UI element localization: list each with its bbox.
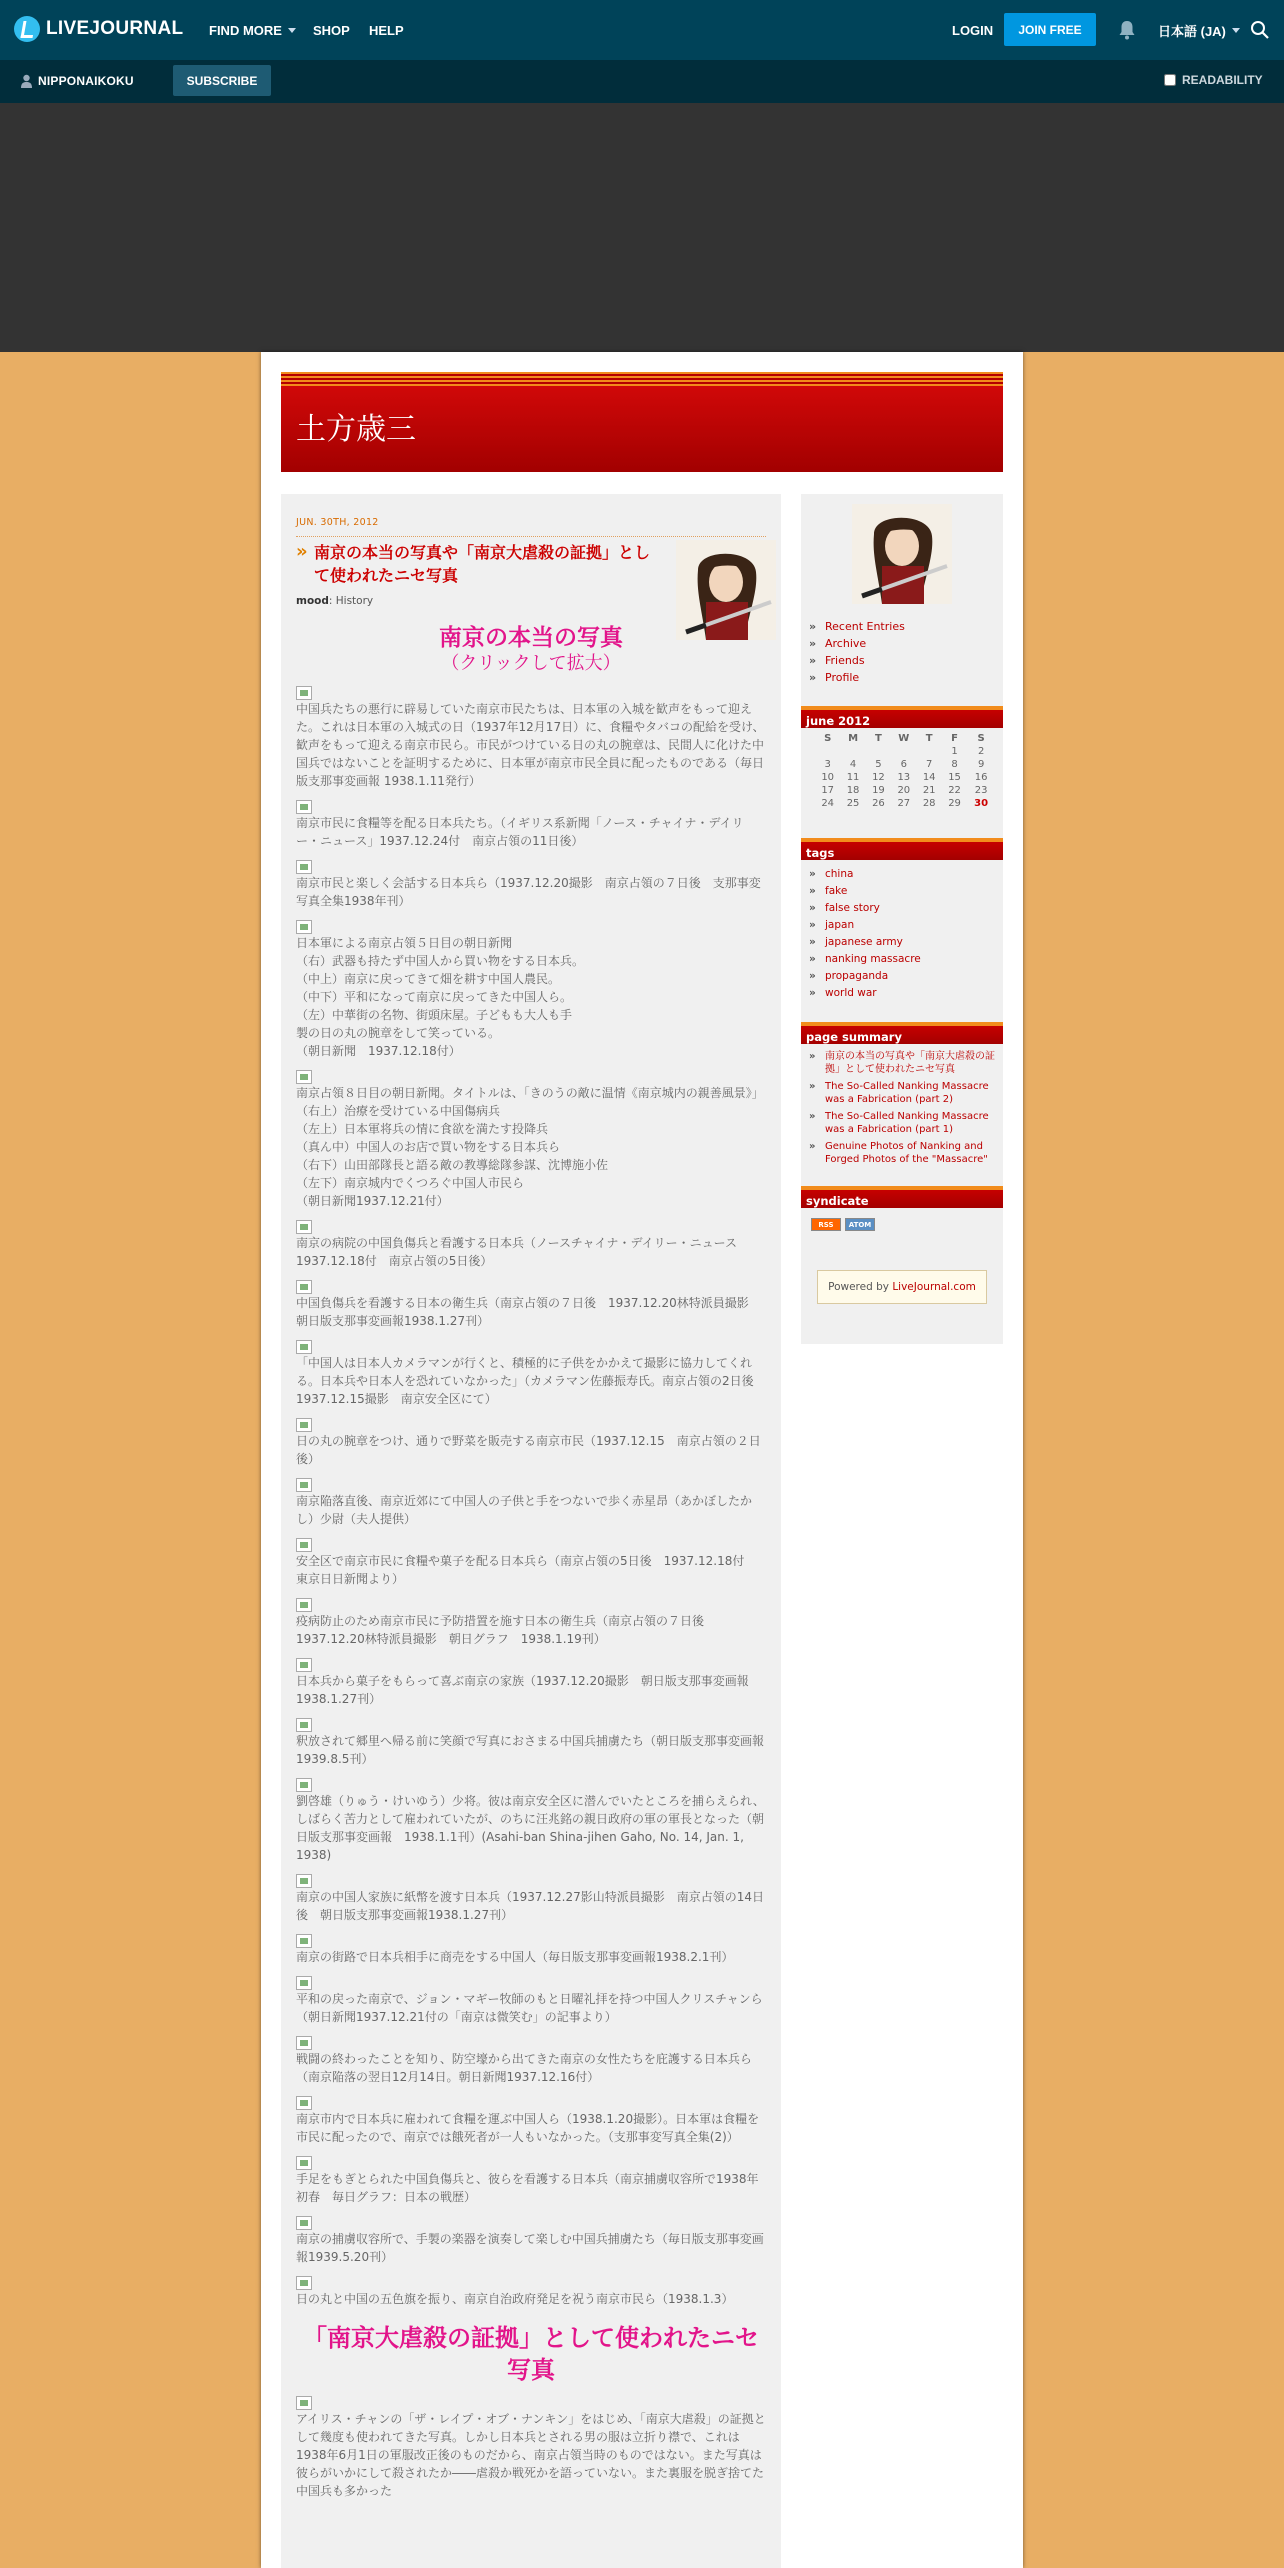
weekday: M <box>848 733 859 744</box>
calendar-day: 25 <box>846 798 860 809</box>
calendar-day: 10 <box>821 772 835 783</box>
calendar-day: 29 <box>948 798 961 809</box>
post-paragraph <box>296 1478 766 1528</box>
join-free-button[interactable]: JOIN FREE <box>1004 13 1096 46</box>
paragraph-text: 日本兵から菓子をもらって喜ぶ南京の家族（1937.12.20撮影 朝日版支那事変画報1938.1.27刊） <box>296 1674 749 1706</box>
paragraph-text: 日の丸と中国の五色旗を振り、南京自治政府発足を祝う南京市民ら（1938.1.3） <box>296 2292 734 2306</box>
raquo-icon: » <box>809 637 817 650</box>
post-paragraph <box>296 2276 766 2308</box>
calendar-week <box>815 771 995 784</box>
broken-image-icon[interactable] <box>296 1418 312 1432</box>
sidebar-link-label: Profile <box>825 671 860 684</box>
paragraph-text: 劉啓雄（りゅう・けいゆう）少将。彼は南京安全区に潜んでいたところを捕らえられ、しばらく苦力として雇われていたが、のちに汪兆銘の親日政府の軍の軍長となった（朝日版支那事変画報 1938.1.1刊）(Asahi-ban Shina-jihen Gaho, No. 14, Jan. 1, 1938) <box>296 1794 765 1862</box>
weekday: T <box>875 733 882 744</box>
sidebar-link-label: Recent Entries <box>825 620 905 633</box>
weekday: T <box>925 733 933 744</box>
weekday: W <box>898 733 910 744</box>
calendar-day <box>917 745 942 758</box>
tag-link[interactable] <box>809 968 921 985</box>
post-paragraph <box>296 1658 766 1708</box>
calendar <box>815 732 995 810</box>
sidebar-link-profile[interactable] <box>809 669 905 686</box>
calendar-day[interactable]: 30 <box>974 798 989 809</box>
section-heading-real-photos: 南京の本当の写真 <box>439 625 623 651</box>
paragraph-text: 南京の街路で日本兵相手に商売をする中国人（毎日版支那事変画報1938.2.1刊） <box>296 1950 734 1964</box>
calendar-days <box>815 745 995 810</box>
tag-label: world war <box>825 987 877 999</box>
tag-link[interactable] <box>809 934 921 951</box>
journal-user-link[interactable] <box>20 74 134 88</box>
paragraph-text: 南京陥落直後、南京近郊にて中国人の子供と手をつないで歩く赤星昂（あかぼしたかし）少尉（夫人提供） <box>296 1494 753 1526</box>
raquo-icon: » <box>809 654 817 667</box>
post-paragraph <box>296 2156 766 2206</box>
post-paragraph <box>296 800 766 850</box>
logo-text: LIVEJOURNAL <box>46 18 184 39</box>
raquo-icon: » <box>809 1081 816 1092</box>
syndicate-header: syndicate <box>801 1186 1003 1208</box>
section-heading-fake-photos: 「南京大虐殺の証拠」として使われたニセ写真 <box>303 2324 759 2384</box>
calendar-day: 17 <box>821 785 835 796</box>
post-paragraph <box>296 1778 766 1864</box>
tag-label: false story <box>825 902 880 914</box>
post-paragraph <box>296 2036 766 2086</box>
broken-image-icon[interactable] <box>296 920 312 934</box>
journal-banner <box>281 372 1003 472</box>
tag-list <box>809 866 921 1002</box>
broken-image-icon[interactable] <box>296 1658 312 1672</box>
atom-feed-button[interactable]: ATOM <box>845 1218 875 1231</box>
post-date[interactable]: JUN. 30TH, 2012 <box>296 514 766 537</box>
calendar-week <box>815 784 995 797</box>
subscribe-button[interactable]: SUBSCRIBE <box>173 65 271 96</box>
raquo-icon: » <box>809 620 817 633</box>
calendar-day <box>840 745 865 758</box>
paragraph-text: 釈放されて郷里へ帰る前に笑顔で写真におさまる中国兵捕虜たち（朝日版支那事変画報 1939.8.5刊） <box>296 1734 777 1766</box>
nav-find-more[interactable] <box>209 0 296 60</box>
weekday: F <box>951 733 958 744</box>
summary-label: The So-Called Nanking Massacre was a Fabrication (part 1) <box>825 1111 989 1135</box>
calendar-day: 22 <box>948 785 961 796</box>
calendar-day: 11 <box>846 772 860 783</box>
broken-image-icon[interactable] <box>296 686 312 700</box>
readability-label: READABILITY <box>1182 73 1263 87</box>
login-link[interactable]: LOGIN <box>952 22 994 38</box>
post-title[interactable] <box>296 541 656 587</box>
broken-image-icon[interactable] <box>296 1934 312 1948</box>
broken-image-icon[interactable] <box>296 800 312 814</box>
tag-link[interactable] <box>809 917 921 934</box>
broken-image-icon[interactable] <box>296 2276 312 2290</box>
post-paragraph <box>296 1070 766 1210</box>
calendar-day <box>891 745 916 758</box>
summary-link[interactable] <box>809 1110 999 1136</box>
post-paragraph <box>296 1280 766 1330</box>
broken-image-icon[interactable] <box>296 1874 312 1888</box>
weekday: S <box>824 733 832 744</box>
paragraph-text: 戦闘の終わったことを知り、防空壕から出てきた南京の女性たちを庇護する日本兵ら（南京陥落の翌日12月14日。朝日新聞1937.12.16付） <box>296 2052 752 2084</box>
post-paragraph <box>296 860 766 910</box>
post-paragraph <box>296 686 766 790</box>
broken-image-icon[interactable] <box>296 1070 312 1084</box>
tag-label: japanese army <box>825 936 903 948</box>
post-paragraph <box>296 1340 766 1408</box>
post-paragraph <box>296 920 766 1060</box>
page-summary-list <box>809 1050 999 1170</box>
raquo-icon: » <box>809 671 817 684</box>
broken-image-icon[interactable] <box>296 1778 312 1792</box>
post-paragraph <box>296 2396 766 2500</box>
calendar-day: 6 <box>900 759 907 770</box>
nav-help[interactable]: HELP <box>369 22 404 38</box>
raquo-icon: » <box>809 1051 816 1062</box>
journal-page <box>261 352 1023 2568</box>
post-entry <box>281 494 781 2568</box>
broken-image-icon[interactable] <box>296 2036 312 2050</box>
calendar-day: 16 <box>974 772 988 783</box>
post-body <box>296 686 777 2308</box>
calendar-day: 13 <box>897 772 911 783</box>
sidebar-link-archive[interactable] <box>809 635 905 652</box>
section-subheading: （クリックして拡大） <box>441 653 621 674</box>
powered-by-text: Powered by <box>828 1281 889 1293</box>
calendar-weekdays <box>815 732 995 745</box>
post-paragraph <box>296 1598 766 1648</box>
calendar-day: 2 <box>977 746 985 757</box>
calendar-day: 1 <box>951 746 958 757</box>
calendar-day <box>866 745 891 758</box>
broken-image-icon[interactable] <box>296 2216 312 2230</box>
search-icon[interactable] <box>1250 20 1270 40</box>
sidebar-userpic[interactable] <box>852 504 952 604</box>
paragraph-text: 手足をもぎとられた中国負傷兵と、彼らを看護する日本兵（南京捕虜収容所で1938年初春 毎日グラフ：日本の戦歴） <box>296 2172 759 2204</box>
paragraph-text: アイリス・チャンの「ザ・レイプ・オブ・ナンキン」をはじめ、「南京大虐殺」の証拠として幾度も使われてきた写真。しかし日本兵とされる男の服は立折り襟で、これは1938年6月1日の軍服改正後のものだから、南京占領当時のものではない。また写真は彼らがいかにして殺されたか――虐殺か戦死かを語っていない。また裏服を脱ぎ捨てた中国兵も多かった <box>296 2412 766 2498</box>
tag-label: china <box>825 868 854 880</box>
tag-label: propaganda <box>825 970 889 982</box>
broken-image-icon[interactable] <box>296 1598 312 1612</box>
tag-link[interactable] <box>809 951 921 968</box>
sidebar-link-label: Archive <box>825 637 867 650</box>
livejournal-link[interactable]: LiveJournal.com <box>892 1281 976 1293</box>
raquo-icon: » <box>809 970 816 982</box>
sidebar-link-friends[interactable] <box>809 652 905 669</box>
journal-username: NIPPONAIKOKU <box>38 74 134 88</box>
calendar-day <box>815 745 840 758</box>
calendar-day: 26 <box>872 798 885 809</box>
raquo-icon: » <box>809 936 816 948</box>
summary-link[interactable] <box>809 1140 999 1166</box>
tag-label: nanking massacre <box>825 953 921 965</box>
raquo-icon: » <box>809 1111 816 1122</box>
paragraph-text: 南京市内で日本兵に雇われて食糧を運ぶ中国人ら（1938.1.20撮影）。日本軍は食糧を市民に配ったので、南京では餓死者が一人もいなかった。（支那事変写真全集(2)） <box>296 2112 760 2144</box>
sidebar-links <box>809 618 905 686</box>
chevron-down-icon <box>1232 28 1240 33</box>
tag-link[interactable] <box>809 883 921 900</box>
livejournal-logo-icon <box>14 16 40 42</box>
journal-title[interactable]: 土方歳三 <box>296 412 416 447</box>
calendar-day: 3 <box>824 759 831 770</box>
calendar-day: 15 <box>948 772 961 783</box>
post-paragraph <box>296 1418 766 1468</box>
paragraph-text: 日本軍による南京占領５日目の朝日新聞 （右）武器も持たず中国人から買い物をする日本兵。 （中上）南京に戻ってきて畑を耕す中国人農民。 （中下）平和になって南京に戻ってきた中国人ら。 （左）中華街の名物、街頭床屋。子どもも大人も手 製の日の丸の腕章をして笑っている。 （朝日新聞 1937.12.18付） <box>296 936 585 1058</box>
broken-image-icon[interactable] <box>296 2156 312 2170</box>
mood-value: : History <box>328 595 374 607</box>
summary-label: Genuine Photos of Nanking and Forged Photos of the "Massacre" <box>825 1141 988 1165</box>
powered-by-box <box>817 1270 987 1304</box>
chevron-down-icon <box>288 28 296 33</box>
journal-subbar <box>0 60 1284 103</box>
paragraph-text: 中国負傷兵を看護する日本の衛生兵（南京占領の７日後 1937.12.20林特派員撮影 朝日版支那事変画報1938.1.27刊） <box>296 1296 761 1328</box>
raquo-icon: » <box>296 541 308 562</box>
summary-label: 南京の本当の写真や「南京大虐殺の証拠」として使われたニセ写真 <box>825 1051 995 1075</box>
paragraph-text: 疫病防止のため南京市民に予防措置を施す日本の衛生兵（南京占領の７日後 1937.12.20林特派員撮影 朝日グラフ 1938.1.19刊） <box>296 1614 717 1646</box>
tag-label: fake <box>825 885 848 897</box>
calendar-day: 19 <box>872 785 885 796</box>
post-paragraph <box>296 1874 766 1924</box>
broken-image-icon[interactable] <box>296 2396 312 2410</box>
user-icon <box>20 74 33 88</box>
post-paragraph <box>296 2216 766 2266</box>
mood-label: mood <box>296 595 329 607</box>
post-paragraph <box>296 1538 766 1588</box>
paragraph-text: 南京の中国人家族に紙幣を渡す日本兵（1937.12.27影山特派員撮影 南京占領の14日後 朝日版支那事変画報1938.1.27刊） <box>296 1890 764 1922</box>
paragraph-text: 安全区で南京市民に食糧や菓子を配る日本兵ら（南京占領の5日後 1937.12.18付 東京日日新聞より） <box>296 1554 757 1586</box>
nav-find-more-label: FIND MORE <box>209 22 282 38</box>
calendar-day: 24 <box>821 798 835 809</box>
paragraph-text: 平和の戻った南京で、ジョン・マギー牧師のもと日曜礼拝を持つ中国人クリスチャンら（朝日新聞1937.12.21付の「南京は微笑む」の記事より） <box>296 1992 763 2024</box>
broken-image-icon[interactable] <box>296 860 312 874</box>
post-paragraph <box>296 1220 766 1270</box>
broken-image-icon[interactable] <box>296 1280 312 1294</box>
calendar-header[interactable]: june 2012 <box>801 706 1003 728</box>
raquo-icon: » <box>809 902 816 914</box>
weekday: S <box>977 733 985 744</box>
language-label: 日本語 (JA) <box>1158 23 1226 39</box>
page-summary-header: page summary <box>801 1022 1003 1044</box>
calendar-day: 4 <box>849 759 857 770</box>
paragraph-text: 「中国人は日本人カメラマンが行くと、積極的に子供をかかえて撮影に協力してくれる。日本兵や日本人を恐れていなかった」（カメラマン佐藤振寿氏。南京占領の2日後 1937.12.15撮影 南京安全区にて） <box>296 1356 766 1406</box>
raquo-icon: » <box>809 885 816 897</box>
calendar-day: 7 <box>926 759 933 770</box>
readability-toggle[interactable] <box>1164 73 1263 87</box>
nav-shop[interactable]: SHOP <box>313 22 350 38</box>
paragraph-text: 南京の捕虜収容所で、手製の楽器を演奏して楽しむ中国兵捕虜たち（毎日版支那事変画報1939.5.20刊） <box>296 2232 764 2264</box>
tags-header: tags <box>801 838 1003 860</box>
sidebar <box>801 494 1003 1344</box>
tag-link[interactable] <box>809 985 921 1002</box>
broken-image-icon[interactable] <box>296 1478 312 1492</box>
broken-image-icon[interactable] <box>296 1538 312 1552</box>
calendar-day: 28 <box>922 798 936 809</box>
tag-label: japan <box>825 919 855 931</box>
broken-image-icon[interactable] <box>296 1220 312 1234</box>
paragraph-text: 南京の病院の中国負傷兵と看護する日本兵（ノースチャイナ・デイリー・ニュース 1937.12.18付 南京占領の5日後） <box>296 1236 750 1268</box>
raquo-icon: » <box>809 987 816 999</box>
broken-image-icon[interactable] <box>296 1340 312 1354</box>
sidebar-link-label: Friends <box>825 654 865 667</box>
rss-feed-button[interactable]: RSS <box>811 1218 841 1231</box>
post-paragraph <box>296 1718 777 1768</box>
calendar-day: 27 <box>897 798 911 809</box>
paragraph-text: 南京市民に食糧等を配る日本兵たち。（イギリス系新聞「ノース・チャイナ・デイリー・ニュース」1937.12.24付 南京占領の11日後） <box>296 816 744 848</box>
paragraph-text: 日の丸の腕章をつけ、通りで野菜を販売する南京市民（1937.12.15 南京占領の２日後） <box>296 1434 761 1466</box>
summary-link[interactable] <box>809 1050 999 1076</box>
calendar-week <box>815 758 995 771</box>
broken-image-icon[interactable] <box>296 1718 312 1732</box>
calendar-day: 5 <box>875 759 882 770</box>
calendar-week <box>815 745 995 758</box>
userpic[interactable] <box>676 540 776 640</box>
calendar-day: 20 <box>897 785 911 796</box>
calendar-week <box>815 797 995 810</box>
calendar-day: 14 <box>922 772 936 783</box>
calendar-day: 12 <box>872 772 885 783</box>
bell-icon[interactable] <box>1118 20 1136 40</box>
tag-link[interactable] <box>809 866 921 883</box>
paragraph-text: 中国兵たちの悪行に辟易していた南京市民たちは、日本軍の入城を歓声をもって迎えた。これは日本軍の入城式の日（1937年12月17日）に、食糧やタバコの配給を受け、歓声をもって迎える南京市民ら。市民がつけている日の丸の腕章は、民間人に化けた中国兵ではないことを証明するために、日本軍が南京市民全員に配ったものである（毎日版支那事変画報 1938.1.11発行） <box>296 702 765 788</box>
paragraph-text: 南京市民と楽しく会話する日本兵ら（1937.12.20撮影 南京占領の７日後 支那事変写真全集1938年刊） <box>296 876 761 908</box>
post-title-text: 南京の本当の写真や「南京大虐殺の証拠」として使われたニセ写真 <box>314 543 651 585</box>
broken-image-icon[interactable] <box>296 2096 312 2110</box>
calendar-day: 21 <box>922 785 936 796</box>
banner-stripe <box>281 372 1003 386</box>
post-paragraph <box>296 2096 766 2146</box>
raquo-icon: » <box>809 868 816 880</box>
tag-link[interactable] <box>809 900 921 917</box>
post-paragraph <box>296 1934 766 1966</box>
ad-banner-area <box>0 103 1284 352</box>
top-header <box>0 0 1284 60</box>
paragraph-text: 南京占領８日目の朝日新聞。タイトルは、「きのうの敵に温情《南京城内の親善風景》」 （右上）治療を受けている中国傷病兵 （左上）日本軍将兵の情に食欲を満たす投降兵 （真ん中）中国人のお店で買い物をする日本兵ら （右下）山田部隊長と語る敵の教導総隊参謀、沈博施小佐 （左下）南京城内でくつろぐ中国人市民ら （朝日新聞1937.12.21付） <box>296 1086 764 1208</box>
raquo-icon: » <box>809 919 816 931</box>
calendar-day: 8 <box>951 759 958 770</box>
syndicate-feeds <box>811 1218 875 1231</box>
language-selector[interactable] <box>1158 0 1240 60</box>
summary-label: The So-Called Nanking Massacre was a Fabrication (part 2) <box>825 1081 989 1105</box>
raquo-icon: » <box>809 953 816 965</box>
raquo-icon: » <box>809 1141 816 1152</box>
post-paragraph <box>296 1976 766 2026</box>
summary-link[interactable] <box>809 1080 999 1106</box>
broken-image-icon[interactable] <box>296 1976 312 1990</box>
sidebar-link-recent-entries[interactable] <box>809 618 905 635</box>
readability-checkbox[interactable] <box>1164 74 1176 86</box>
calendar-day: 23 <box>974 785 988 796</box>
calendar-day: 18 <box>846 785 860 796</box>
livejournal-logo[interactable] <box>14 16 183 42</box>
calendar-day: 9 <box>977 759 985 770</box>
